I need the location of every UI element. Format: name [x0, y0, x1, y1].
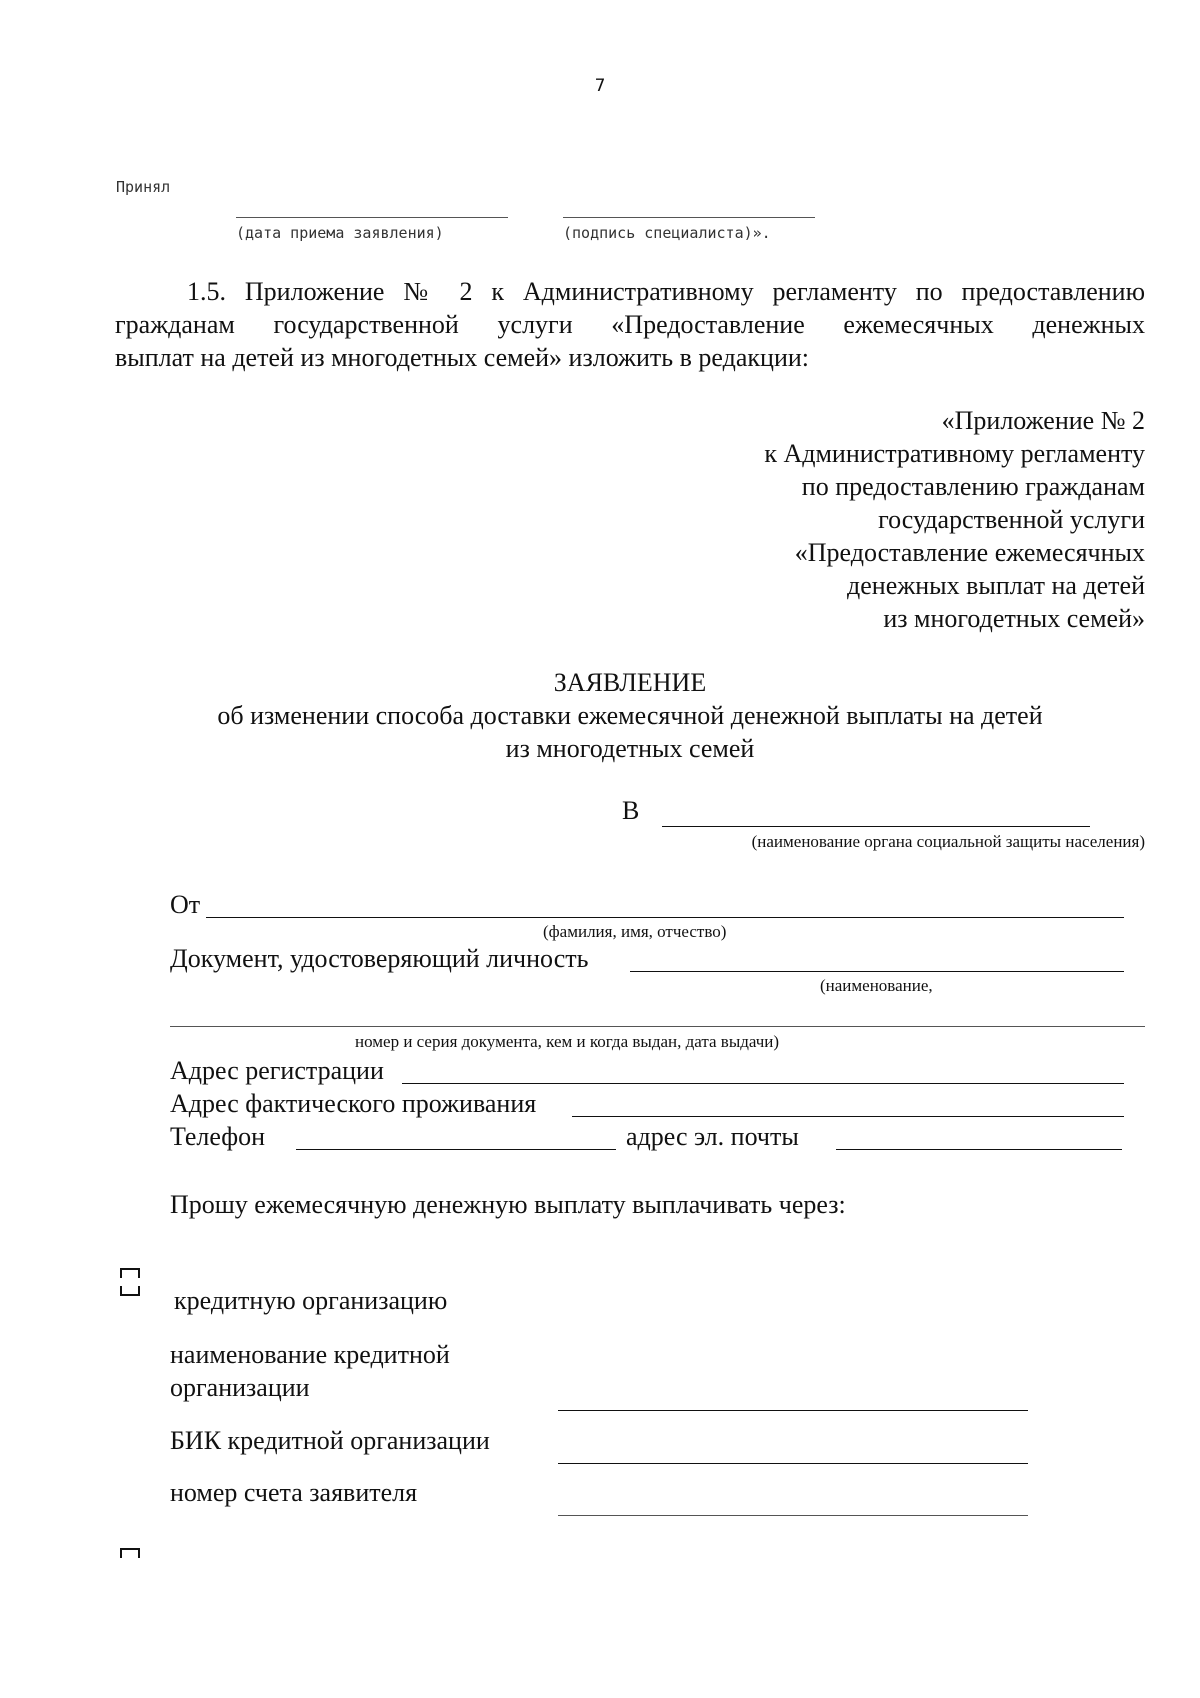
credit-org-name-label-2: организации — [170, 1373, 310, 1402]
received-date-line[interactable] — [236, 217, 508, 218]
email-field[interactable] — [836, 1149, 1122, 1150]
identity-document-caption-2: номер и серия документа, кем и когда выдан, дата выдачи) — [355, 1032, 780, 1051]
amendment-line-3: выплат на детей из многодетных семей» изложить в редакции: — [115, 343, 809, 372]
actual-address-label: Адрес фактического проживания — [170, 1089, 537, 1118]
page-number: 7 — [594, 76, 606, 96]
appendix-header-line-1: «Приложение № 2 — [941, 406, 1145, 435]
email-label: адрес эл. почты — [626, 1122, 799, 1151]
bik-field[interactable] — [558, 1463, 1028, 1464]
identity-document-label: Документ, удостоверяющий личность — [170, 944, 589, 973]
appendix-header-line-2: к Административному регламенту — [764, 439, 1145, 468]
next-option-checkbox[interactable] — [120, 1548, 140, 1558]
account-field[interactable] — [558, 1515, 1028, 1516]
from-label: От — [170, 890, 201, 919]
appendix-header-line-7: из многодетных семей» — [883, 604, 1145, 633]
credit-org-name-label-1: наименование кредитной — [170, 1340, 450, 1369]
identity-document-details-field[interactable] — [170, 1026, 1145, 1027]
credit-org-name-field[interactable] — [558, 1410, 1028, 1411]
amendment-line-2: гражданам государственной услуги «Предоставление ежемесячных денежных — [115, 310, 1145, 339]
received-date-caption: (дата приема заявления) — [236, 224, 444, 242]
from-field[interactable] — [206, 917, 1124, 918]
appendix-header-line-6: денежных выплат на детей — [847, 571, 1145, 600]
credit-org-checkbox[interactable] — [120, 1286, 140, 1296]
from-caption: (фамилия, имя, отчество) — [543, 922, 727, 941]
document-subtitle-line-2: из многодетных семей — [505, 734, 755, 763]
registration-address-field[interactable] — [402, 1083, 1124, 1084]
identity-document-field[interactable] — [630, 971, 1124, 972]
amendment-line-1: 1.5. Приложение № 2 к Административному регламенту по предоставлению — [187, 277, 1145, 306]
credit-org-label: кредитную организацию — [174, 1286, 448, 1315]
document-title: ЗАЯВЛЕНИЕ — [553, 668, 707, 697]
credit-org-checkbox-top[interactable] — [120, 1268, 140, 1278]
appendix-header-line-5: «Предоставление ежемесячных — [794, 538, 1145, 567]
addressee-prefix: В — [622, 796, 640, 825]
actual-address-field[interactable] — [572, 1116, 1124, 1117]
bik-label: БИК кредитной организации — [170, 1426, 490, 1455]
appendix-header-line-3: по предоставлению гражданам — [801, 472, 1145, 501]
addressee-caption: (наименование органа социальной защиты населения) — [751, 832, 1145, 851]
account-label: номер счета заявителя — [170, 1478, 418, 1507]
addressee-field[interactable] — [662, 826, 1090, 827]
identity-document-caption-1: (наименование, — [820, 976, 933, 995]
received-signature-line[interactable] — [563, 217, 815, 218]
phone-field[interactable] — [296, 1149, 616, 1150]
phone-label: Телефон — [170, 1122, 266, 1151]
request-text: Прошу ежемесячную денежную выплату выплачивать через: — [170, 1190, 846, 1219]
received-label: Принял — [116, 178, 171, 196]
registration-address-label: Адрес регистрации — [170, 1056, 384, 1085]
received-signature-caption: (подпись специалиста)». — [563, 224, 771, 242]
appendix-header-line-4: государственной услуги — [878, 505, 1145, 534]
document-subtitle-line-1: об изменении способа доставки ежемесячной денежной выплаты на детей — [217, 701, 1043, 730]
